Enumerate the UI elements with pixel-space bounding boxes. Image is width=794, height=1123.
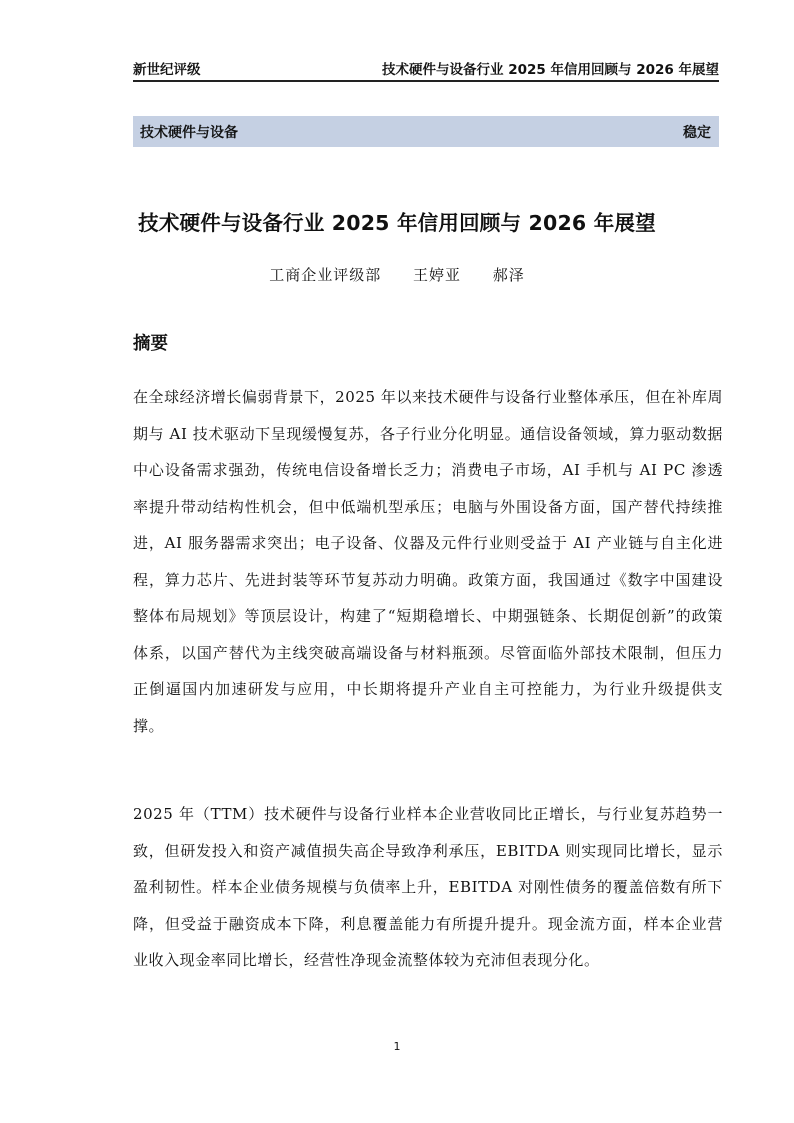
author-name: 郝泽 bbox=[492, 266, 525, 284]
author-line bbox=[0, 264, 794, 285]
author-name: 王婷亚 bbox=[412, 266, 461, 284]
report-title: 技术硬件与设备行业 2025 年信用回顾与 2026 年展望 bbox=[138, 211, 656, 235]
running-header bbox=[133, 56, 719, 78]
header-left-publisher: 新世纪评级 bbox=[133, 62, 201, 78]
page-number: 1 bbox=[393, 1040, 401, 1053]
rating-outlook: 稳定 bbox=[683, 124, 711, 141]
abstract-heading: 摘要 bbox=[133, 334, 168, 354]
category-name: 技术硬件与设备 bbox=[140, 124, 238, 141]
abstract-paragraph: 2025 年（TTM）技术硬件与设备行业样本企业营收同比正增长，与行业复苏趋势一致，但研发投入和资产减值损失高企导致净利承压，EBITDA 则实现同比增长，显示盈利韧性。样本企业债务规模与负债率上升，EBITDA 对刚性债务的覆盖倍数有所下降，但受益于融资成本下降，利息覆盖能力有所提升提升。现金流方面，样本企业营业收入现金率同比增长，经营性净现金流整体较为充沛但表现分化。 bbox=[133, 805, 723, 969]
header-right-doc-title: 技术硬件与设备行业 2025 年信用回顾与 2026 年展望 bbox=[382, 62, 719, 78]
abstract-paragraph: 在全球经济增长偏弱背景下，2025 年以来技术硬件与设备行业整体承压，但在补库周期与 AI 技术驱动下呈现缓慢复苏，各子行业分化明显。通信设备领域，算力驱动数据中心设备需求强劲，传统电信设备增长乏力；消费电子市场，AI 手机与 AI PC 渗透率提升带动结构性机会，但中低端机型承压；电脑与外围设备方面，国产替代持续推进，AI 服务器需求突出；电子设备、仪器及元件行业则受益于 AI 产业链与自主化进程，算力芯片、先进封装等环节复苏动力明确。政策方面，我国通过《数字中国建设整体布局规划》等顶层设计，构建了“短期稳增长、中期强链条、长期促创新”的政策体系，以国产替代为主线突破高端设备与材料瓶颈。尽管面临外部技术限制，但压力正倒逼国内加速研发与应用，中长期将提升产业自主可控能力，为行业升级提供支撑。 bbox=[133, 388, 723, 735]
author-department: 工商企业评级部 bbox=[269, 266, 382, 284]
category-bar bbox=[133, 116, 719, 147]
header-divider bbox=[133, 80, 719, 82]
